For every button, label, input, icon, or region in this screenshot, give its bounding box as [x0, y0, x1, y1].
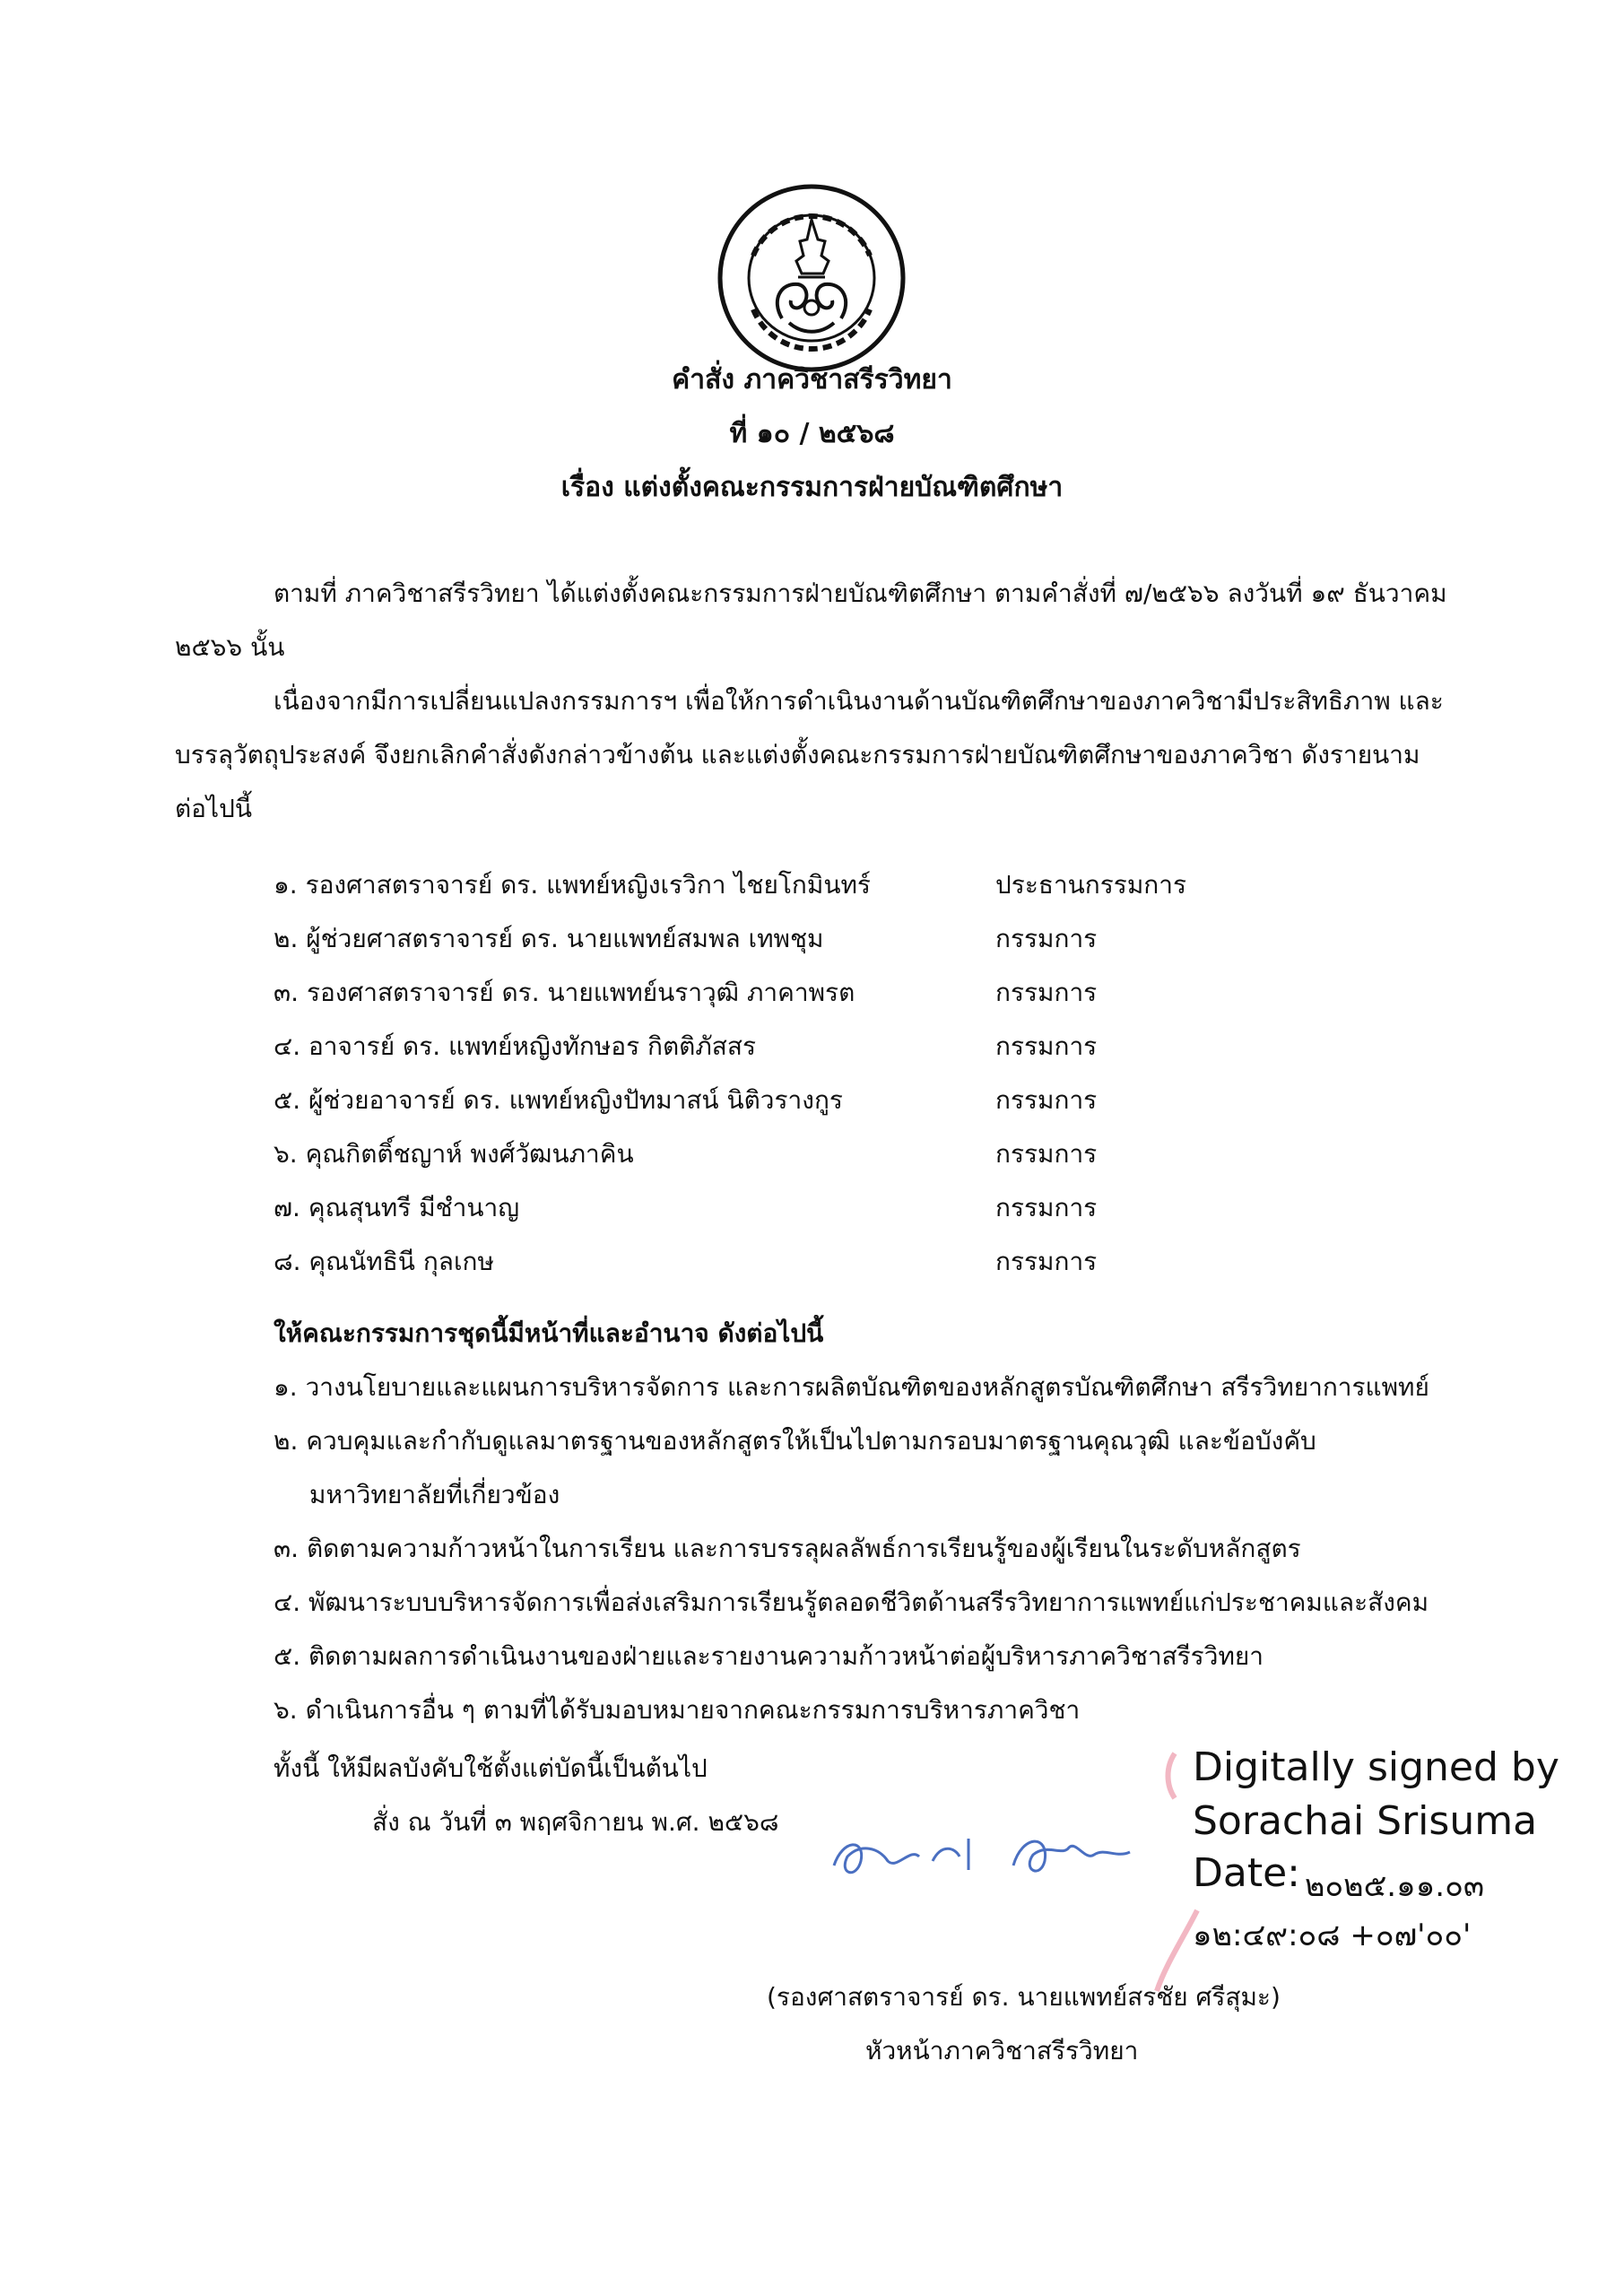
- duties-heading: ให้คณะกรรมการชุดนี้มีหน้าที่และอำนาจ ดังต่อไปนี้: [274, 1318, 824, 1348]
- member-name: ๕. ผู้ช่วยอาจารย์ ดร. แพทย์หญิงปัทมาสน์ นิติวรางกูร: [274, 1085, 843, 1115]
- para2-line1: เนื่องจากมีการเปลี่ยนแปลงกรรมการฯ เพื่อให้การดำเนินงานด้านบัณฑิตศึกษาของภาควิชามีประสิทธิภาพ และ: [274, 686, 1444, 716]
- member-role: ประธานกรรมการ: [995, 870, 1187, 900]
- para1-line2: ๒๕๖๖ นั้น: [175, 632, 285, 662]
- para2-line2: บรรลุวัตถุประสงค์ จึงยกเลิกคำสั่งดังกล่าวข้างต้น และแต่งตั้งคณะกรรมการฝ่ายบัณฑิตศึกษาของภาควิชา ดังรายนาม: [175, 740, 1420, 770]
- duty-item: ๕. ติดตามผลการดำเนินงานของฝ่ายและรายงานความก้าวหน้าต่อผู้บริหารภาควิชาสรีรวิทยา: [274, 1641, 1264, 1671]
- member-name: ๗. คุณสุนทรี มีชำนาญ: [274, 1193, 520, 1222]
- member-name: ๑. รองศาสตราจารย์ ดร. แพทย์หญิงเรวิกา ไชยโกมินทร์: [274, 870, 871, 900]
- member-role: กรรมการ: [995, 1193, 1098, 1222]
- duty-item: ๖. ดำเนินการอื่น ๆ ตามที่ได้รับมอบหมายจากคณะกรรมการบริหารภาควิชา: [274, 1695, 1081, 1725]
- para2-line3: ต่อไปนี้: [175, 794, 252, 823]
- member-name: ๓. รองศาสตราจารย์ ดร. นายแพทย์นราวุฒิ ภาคาพรต: [274, 978, 855, 1007]
- digital-signature-time: ๑๒:๔๙:๐๘ +๐๗'๐๐': [1193, 1918, 1472, 1953]
- order-number: ที่ ๑๐ / ๒๕๖๘: [729, 418, 895, 449]
- digital-signature-line1: Digitally signed by: [1193, 1744, 1559, 1790]
- member-role: กรรมการ: [995, 924, 1098, 953]
- handwritten-signature-icon: [825, 1821, 1148, 1892]
- subject-line: เรื่อง แต่งตั้งคณะกรรมการฝ่ายบัณฑิตศึกษา: [560, 472, 1064, 503]
- member-name: ๘. คุณนัทธินี กุลเกษ: [274, 1247, 494, 1276]
- order-date: สั่ง ณ วันที่ ๓ พฤศจิกายน พ.ศ. ๒๕๖๘: [372, 1807, 779, 1837]
- digital-signature-date-label: Date:: [1193, 1850, 1300, 1896]
- duty-item: ๒. ควบคุมและกำกับดูแลมาตรฐานของหลักสูตรให้เป็นไปตามกรอบมาตรฐานคุณวุฒิ และข้อบังคับ: [274, 1426, 1316, 1456]
- member-role: กรรมการ: [995, 1139, 1098, 1169]
- signer-position: หัวหน้าภาควิชาสรีรวิทยา: [865, 2036, 1139, 2066]
- duty-item-continuation: มหาวิทยาลัยที่เกี่ยวข้อง: [309, 1480, 560, 1509]
- member-name: ๔. อาจารย์ ดร. แพทย์หญิงทักษอร กิตติภัสสร: [274, 1031, 757, 1061]
- signer-name: (รองศาสตราจารย์ ดร. นายแพทย์สรชัย ศรีสุมะ): [767, 1982, 1281, 2012]
- digital-signature-name: Sorachai Srisuma: [1193, 1798, 1538, 1844]
- duty-item: ๓. ติดตามความก้าวหน้าในการเรียน และการบรรลุผลลัพธ์การเรียนรู้ของผู้เรียนในระดับหลักสูตร: [274, 1534, 1301, 1563]
- member-role: กรรมการ: [995, 1031, 1098, 1061]
- duty-item: ๑. วางนโยบายและแผนการบริหารจัดการ และการผลิตบัณฑิตของหลักสูตรบัณฑิตศึกษา สรีรวิทยาการแพทย์: [274, 1372, 1429, 1402]
- member-role: กรรมการ: [995, 1247, 1098, 1276]
- member-role: กรรมการ: [995, 978, 1098, 1007]
- document-title: คำสั่ง ภาควิชาสรีรวิทยา: [672, 364, 952, 396]
- para1-line1: ตามที่ ภาควิชาสรีรวิทยา ได้แต่งตั้งคณะกรรมการฝ่ายบัณฑิตศึกษา ตามคำสั่งที่ ๗/๒๕๖๖ ลงวันที่ ๑๙ ธันวาคม: [274, 578, 1447, 608]
- university-seal-icon: [717, 184, 906, 372]
- digital-signature-date: ๒๐๒๕.๑๑.๐๓: [1305, 1868, 1485, 1904]
- effective-statement: ทั้งนี้ ให้มีผลบังคับใช้ตั้งแต่บัดนี้เป็นต้นไป: [274, 1753, 708, 1783]
- member-role: กรรมการ: [995, 1085, 1098, 1115]
- member-name: ๒. ผู้ช่วยศาสตราจารย์ ดร. นายแพทย์สมพล เทพชุม: [274, 924, 824, 953]
- member-name: ๖. คุณกิตติ์ชญาห์ พงศ์วัฒนภาคิน: [274, 1139, 634, 1169]
- duty-item: ๔. พัฒนาระบบบริหารจัดการเพื่อส่งเสริมการเรียนรู้ตลอดชีวิตด้านสรีรวิทยาการแพทย์แก่ประชาคมและสังคม: [274, 1587, 1429, 1617]
